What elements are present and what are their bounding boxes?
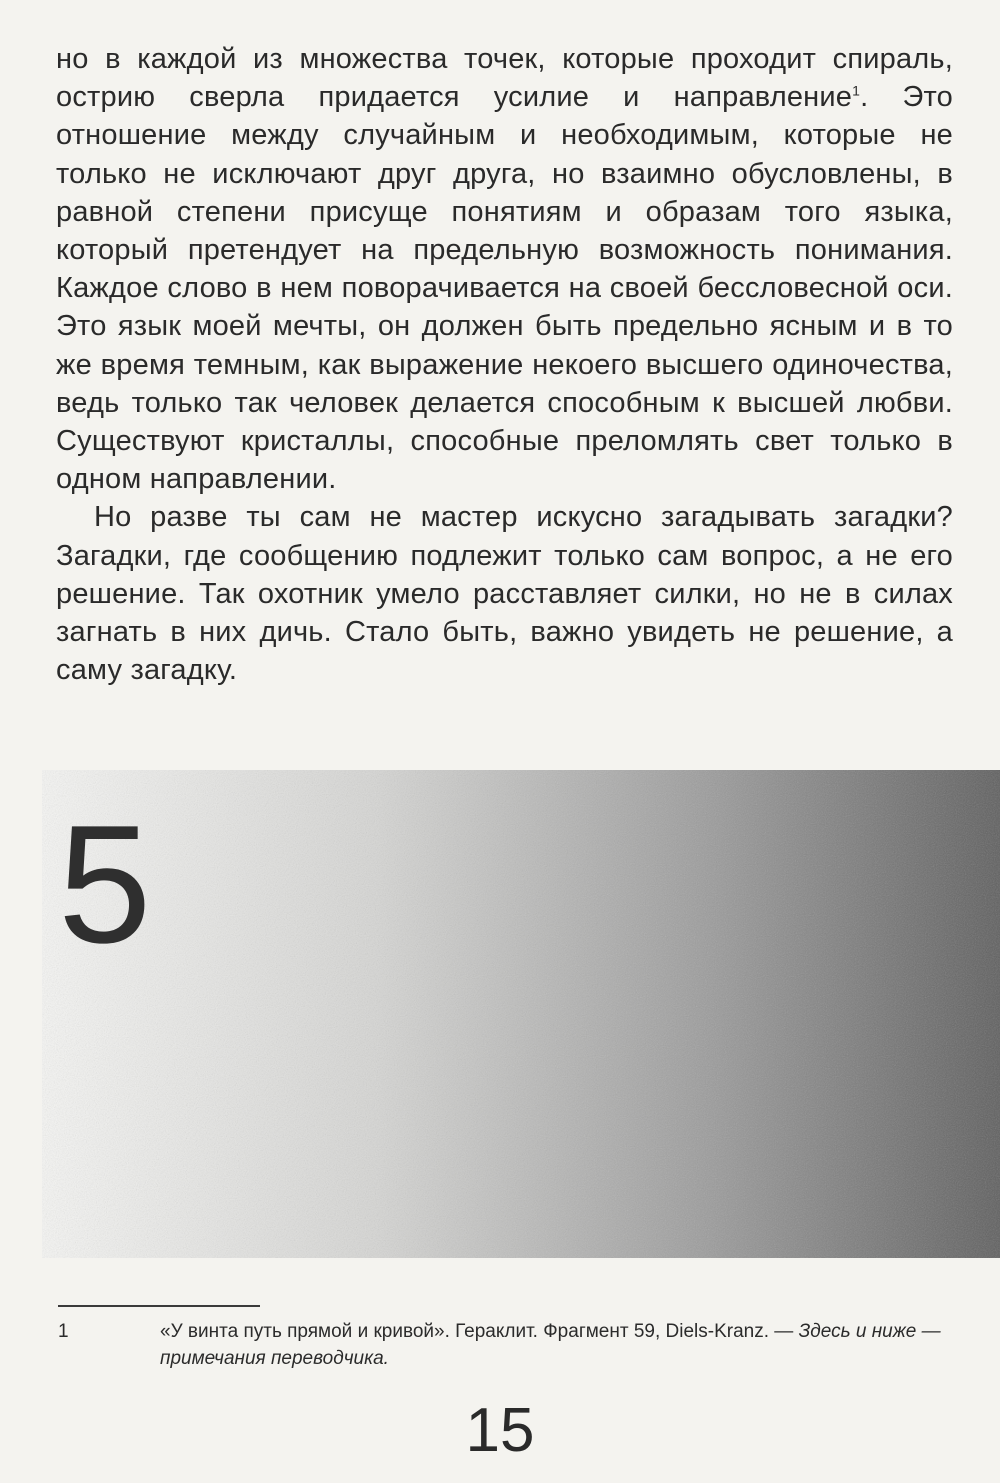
footnote-translator-note: Здесь и ниже — примечания переводчика. xyxy=(160,1321,941,1369)
footnote-reference: 1 xyxy=(852,82,861,99)
body-text xyxy=(56,40,953,689)
footnote-text xyxy=(160,1318,960,1372)
paragraph-1-text: но в каждой из множества точек, которые проходит спираль, острию сверла придается усилие и направление xyxy=(56,43,953,114)
noise-texture xyxy=(42,770,1000,1258)
paragraph-2: Но разве ты сам не мастер искусно загадывать загадки? Загадки, где сообщению подлежит только сам вопрос, а не его решение. Так охотник умело расставляет силки, но не в силах загнать в них дичь. Стало быть, важно увидеть не решение, а саму загадку. xyxy=(56,501,953,687)
footnote-citation: «У винта путь прямой и кривой». Гераклит. Фрагмент 59, Diels-Kranz. — xyxy=(160,1321,799,1342)
chapter-header-band xyxy=(42,770,1000,1258)
paragraph-1 xyxy=(56,40,953,498)
footnote-divider xyxy=(58,1305,260,1307)
footnote-number: 1 xyxy=(58,1321,69,1342)
chapter-number: 5 xyxy=(58,790,152,978)
paragraph-1-continuation: . Это отношение между случайным и необходимым, которые не только не исключают друг друга, но взаимно обусловлены, в равной степени присуще понятиям и образам того языка, который претендует на предельную возможность понимания. Каждое слово в нем поворачивается на своей бессловесной оси. Это язык моей мечты, он должен быть предельно ясным и в то же время темным, как выражение некоего высшего одиночества, ведь только так человек делается способным к высшей любви. Существуют кристаллы, способные преломлять свет только в одном направлении. xyxy=(56,81,954,496)
page-number: 15 xyxy=(465,1396,535,1465)
